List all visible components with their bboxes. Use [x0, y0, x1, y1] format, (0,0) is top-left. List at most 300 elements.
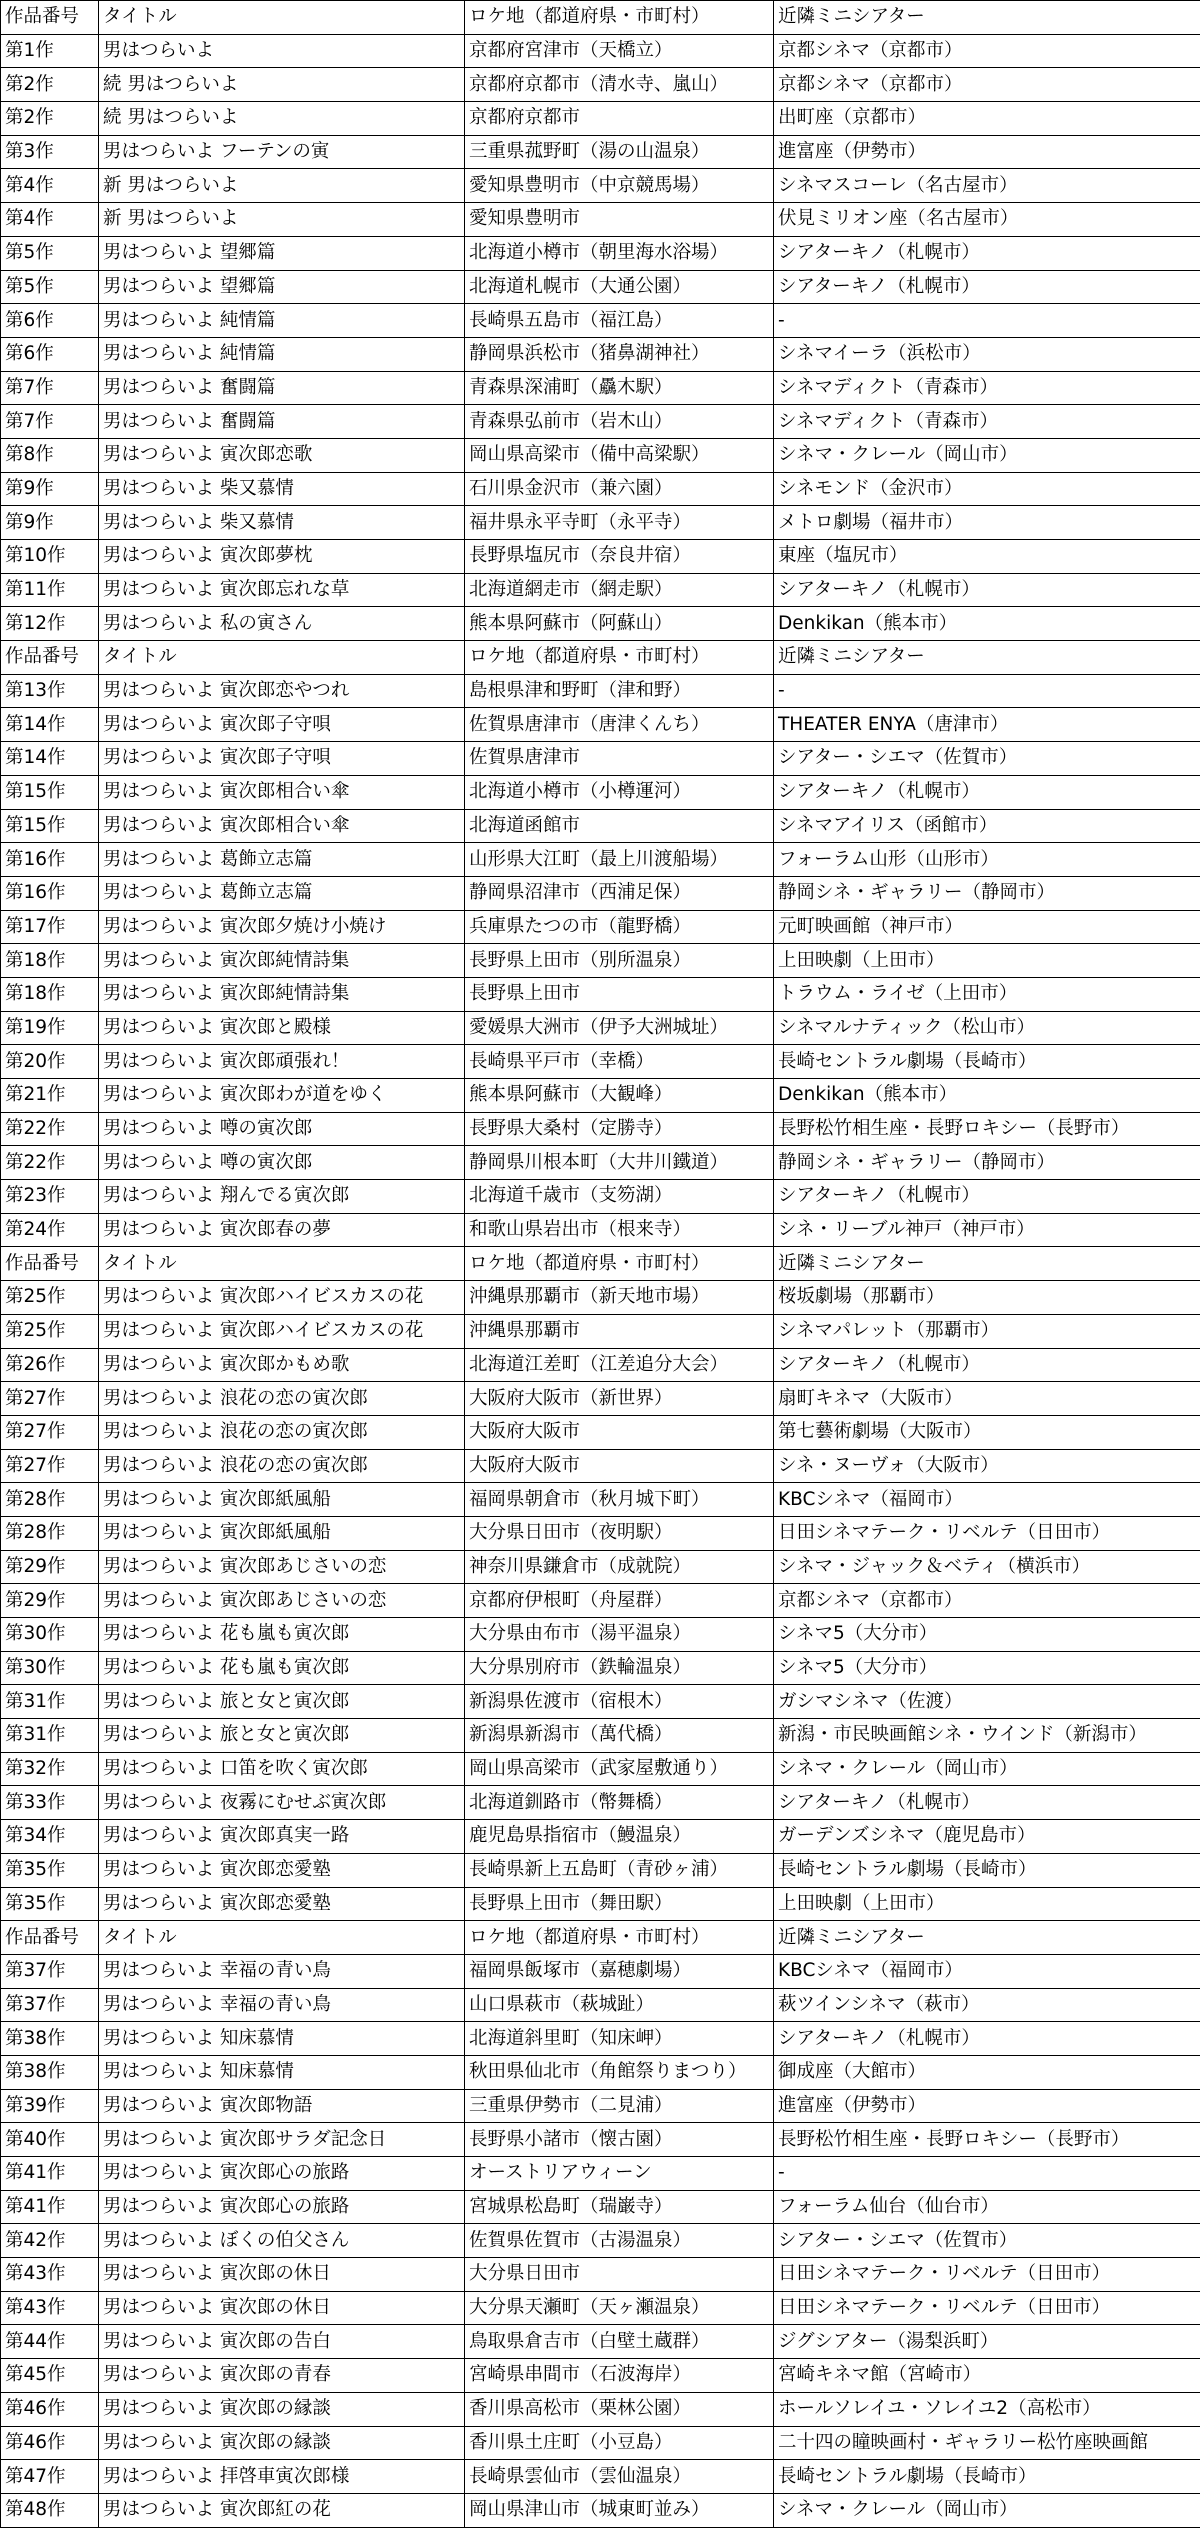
- table-row: [1, 2190, 1200, 2224]
- header-row: [1, 641, 1200, 675]
- title-cell: 男はつらいよ 寅次郎夕焼け小焼け: [99, 910, 465, 944]
- column-header: 作品番号: [1, 641, 99, 675]
- work-number-cell: 第25作: [1, 1314, 99, 1348]
- work-number-cell: 第4作: [1, 169, 99, 203]
- table-row: [1, 1112, 1200, 1146]
- theater-cell: 萩ツインシネマ（萩市）: [774, 1988, 1200, 2022]
- location-cell: オーストリアウィーン: [465, 2157, 774, 2191]
- title-cell: 男はつらいよ 寅次郎恋愛塾: [99, 1887, 465, 1921]
- table-row: [1, 674, 1200, 708]
- work-number-cell: 第15作: [1, 775, 99, 809]
- title-cell: 男はつらいよ 寅次郎あじさいの恋: [99, 1550, 465, 1584]
- table-row: [1, 405, 1200, 439]
- title-cell: 男はつらいよ 寅次郎相合い傘: [99, 775, 465, 809]
- theater-cell: シアター・シエマ（佐賀市）: [774, 2224, 1200, 2258]
- column-header: 近隣ミニシアター: [774, 641, 1200, 675]
- location-cell: 青森県弘前市（岩木山）: [465, 405, 774, 439]
- title-cell: 男はつらいよ 寅次郎あじさいの恋: [99, 1584, 465, 1618]
- theater-cell: 京都シネマ（京都市）: [774, 68, 1200, 102]
- theater-cell: KBCシネマ（福岡市）: [774, 1483, 1200, 1517]
- work-number-cell: 第14作: [1, 708, 99, 742]
- work-number-cell: 第21作: [1, 1079, 99, 1113]
- work-number-cell: 第43作: [1, 2291, 99, 2325]
- work-number-cell: 第22作: [1, 1146, 99, 1180]
- title-cell: 男はつらいよ ぼくの伯父さん: [99, 2224, 465, 2258]
- theater-cell: 日田シネマテーク・リベルテ（日田市）: [774, 2258, 1200, 2292]
- column-header: 作品番号: [1, 1, 99, 35]
- location-cell: 京都府宮津市（天橋立）: [465, 34, 774, 68]
- work-number-cell: 第16作: [1, 876, 99, 910]
- table-row: [1, 1988, 1200, 2022]
- table-row: [1, 1786, 1200, 1820]
- theater-cell: 出町座（京都市）: [774, 102, 1200, 136]
- work-number-cell: 第17作: [1, 910, 99, 944]
- theater-cell: シネマルナティック（松山市）: [774, 1011, 1200, 1045]
- work-number-cell: 第5作: [1, 236, 99, 270]
- work-number-cell: 第24作: [1, 1213, 99, 1247]
- column-header: 作品番号: [1, 1247, 99, 1281]
- table-row: [1, 809, 1200, 843]
- work-number-cell: 第28作: [1, 1516, 99, 1550]
- table-row: [1, 1449, 1200, 1483]
- location-cell: 長崎県平戸市（幸橋）: [465, 1045, 774, 1079]
- column-header: 近隣ミニシアター: [774, 1247, 1200, 1281]
- location-cell: 鳥取県倉吉市（白壁土蔵群）: [465, 2325, 774, 2359]
- title-cell: 男はつらいよ 口笛を吹く寅次郎: [99, 1752, 465, 1786]
- work-number-cell: 第26作: [1, 1348, 99, 1382]
- table-row: [1, 1180, 1200, 1214]
- theater-cell: シネモンド（金沢市）: [774, 472, 1200, 506]
- location-cell: 北海道千歳市（支笏湖）: [465, 1180, 774, 1214]
- theater-cell: 東座（塩尻市）: [774, 540, 1200, 574]
- theater-cell: ホールソレイユ・ソレイユ2（高松市）: [774, 2392, 1200, 2426]
- title-cell: 男はつらいよ 寅次郎心の旅路: [99, 2190, 465, 2224]
- title-cell: 男はつらいよ 寅次郎真実一路: [99, 1820, 465, 1854]
- table-row: [1, 34, 1200, 68]
- work-number-cell: 第7作: [1, 371, 99, 405]
- title-cell: 男はつらいよ 葛飾立志篇: [99, 876, 465, 910]
- column-header: ロケ地（都道府県・市町村）: [465, 1921, 774, 1955]
- location-cell: 大分県由布市（湯平温泉）: [465, 1618, 774, 1652]
- location-cell: 和歌山県岩出市（根来寺）: [465, 1213, 774, 1247]
- title-cell: 男はつらいよ 夜霧にむせぶ寅次郎: [99, 1786, 465, 1820]
- location-cell: 長野県塩尻市（奈良井宿）: [465, 540, 774, 574]
- location-cell: 北海道小樽市（小樽運河）: [465, 775, 774, 809]
- theater-cell: KBCシネマ（福岡市）: [774, 1954, 1200, 1988]
- work-number-cell: 第37作: [1, 1954, 99, 1988]
- title-cell: 男はつらいよ 寅次郎夢枕: [99, 540, 465, 574]
- theater-cell: シネマイーラ（浜松市）: [774, 337, 1200, 371]
- work-number-cell: 第2作: [1, 102, 99, 136]
- theater-cell: トラウム・ライゼ（上田市）: [774, 977, 1200, 1011]
- title-cell: 男はつらいよ 浪花の恋の寅次郎: [99, 1449, 465, 1483]
- work-number-cell: 第16作: [1, 843, 99, 877]
- theater-cell: THEATER ENYA（唐津市）: [774, 708, 1200, 742]
- title-cell: 男はつらいよ 寅次郎ハイビスカスの花: [99, 1314, 465, 1348]
- work-number-cell: 第5作: [1, 270, 99, 304]
- work-number-cell: 第41作: [1, 2190, 99, 2224]
- table-row: [1, 2258, 1200, 2292]
- title-cell: 男はつらいよ 拝啓車寅次郎様: [99, 2460, 465, 2494]
- title-cell: 男はつらいよ 寅次郎と殿様: [99, 1011, 465, 1045]
- work-number-cell: 第46作: [1, 2426, 99, 2460]
- theater-cell: シアターキノ（札幌市）: [774, 1180, 1200, 1214]
- column-header: 作品番号: [1, 1921, 99, 1955]
- title-cell: 男はつらいよ 花も嵐も寅次郎: [99, 1651, 465, 1685]
- column-header: 近隣ミニシアター: [774, 1, 1200, 35]
- table-row: [1, 2022, 1200, 2056]
- location-cell: 長崎県新上五島町（青砂ヶ浦）: [465, 1853, 774, 1887]
- location-cell: 佐賀県唐津市: [465, 742, 774, 776]
- work-number-cell: 第3作: [1, 135, 99, 169]
- theater-cell: メトロ劇場（福井市）: [774, 506, 1200, 540]
- title-cell: 男はつらいよ 浪花の恋の寅次郎: [99, 1382, 465, 1416]
- work-number-cell: 第48作: [1, 2493, 99, 2527]
- table-row: [1, 1415, 1200, 1449]
- theater-cell: 進富座（伊勢市）: [774, 135, 1200, 169]
- table-row: [1, 68, 1200, 102]
- theater-cell: 伏見ミリオン座（名古屋市）: [774, 203, 1200, 237]
- theater-cell: 日田シネマテーク・リベルテ（日田市）: [774, 2291, 1200, 2325]
- title-cell: 男はつらいよ フーテンの寅: [99, 135, 465, 169]
- theater-cell: 宮崎キネマ館（宮崎市）: [774, 2359, 1200, 2393]
- theater-cell: Denkikan（熊本市）: [774, 1079, 1200, 1113]
- location-cell: 青森県深浦町（驫木駅）: [465, 371, 774, 405]
- location-cell: 愛知県豊明市: [465, 203, 774, 237]
- location-cell: 京都府京都市: [465, 102, 774, 136]
- table-row: [1, 742, 1200, 776]
- work-number-cell: 第6作: [1, 304, 99, 338]
- title-cell: 男はつらいよ 寅次郎わが道をゆく: [99, 1079, 465, 1113]
- work-number-cell: 第37作: [1, 1988, 99, 2022]
- theater-cell: フォーラム山形（山形市）: [774, 843, 1200, 877]
- work-number-cell: 第18作: [1, 944, 99, 978]
- work-number-cell: 第44作: [1, 2325, 99, 2359]
- table-row: [1, 169, 1200, 203]
- theater-cell: フォーラム仙台（仙台市）: [774, 2190, 1200, 2224]
- theater-cell: シアターキノ（札幌市）: [774, 573, 1200, 607]
- table-row: [1, 607, 1200, 641]
- table-row: [1, 2291, 1200, 2325]
- work-number-cell: 第6作: [1, 337, 99, 371]
- table-row: [1, 506, 1200, 540]
- title-cell: 男はつらいよ 寅次郎春の夢: [99, 1213, 465, 1247]
- work-number-cell: 第10作: [1, 540, 99, 574]
- title-cell: 男はつらいよ 寅次郎恋歌: [99, 438, 465, 472]
- table-row: [1, 977, 1200, 1011]
- title-cell: 男はつらいよ 望郷篇: [99, 270, 465, 304]
- title-cell: 男はつらいよ 寅次郎の縁談: [99, 2426, 465, 2460]
- work-number-cell: 第20作: [1, 1045, 99, 1079]
- location-cell: 長野県上田市（舞田駅）: [465, 1887, 774, 1921]
- theater-cell: シネ・ヌーヴォ（大阪市）: [774, 1449, 1200, 1483]
- table-row: [1, 2493, 1200, 2527]
- location-cell: 北海道江差町（江差追分大会）: [465, 1348, 774, 1382]
- location-cell: 沖縄県那覇市: [465, 1314, 774, 1348]
- title-cell: 男はつらいよ 望郷篇: [99, 236, 465, 270]
- location-cell: 福井県永平寺町（永平寺）: [465, 506, 774, 540]
- theater-cell: シネ・リーブル神戸（神戸市）: [774, 1213, 1200, 1247]
- location-cell: 岡山県津山市（城東町並み）: [465, 2493, 774, 2527]
- location-cell: 岡山県高梁市（備中高梁駅）: [465, 438, 774, 472]
- title-cell: 続 男はつらいよ: [99, 68, 465, 102]
- title-cell: 男はつらいよ 知床慕情: [99, 2055, 465, 2089]
- work-number-cell: 第31作: [1, 1719, 99, 1753]
- table-row: [1, 472, 1200, 506]
- work-number-cell: 第7作: [1, 405, 99, 439]
- table-row: [1, 843, 1200, 877]
- table-row: [1, 775, 1200, 809]
- location-cell: 神奈川県鎌倉市（成就院）: [465, 1550, 774, 1584]
- table-row: [1, 102, 1200, 136]
- location-cell: 香川県土庄町（小豆島）: [465, 2426, 774, 2460]
- theater-cell: シアター・シエマ（佐賀市）: [774, 742, 1200, 776]
- theater-cell: ガーデンズシネマ（鹿児島市）: [774, 1820, 1200, 1854]
- work-number-cell: 第35作: [1, 1853, 99, 1887]
- location-cell: 静岡県沼津市（西浦足保）: [465, 876, 774, 910]
- location-cell: 大阪府大阪市: [465, 1415, 774, 1449]
- table-row: [1, 2123, 1200, 2157]
- theater-cell: ガシマシネマ（佐渡）: [774, 1685, 1200, 1719]
- location-cell: 長野県上田市: [465, 977, 774, 1011]
- title-cell: 男はつらいよ 寅次郎純情詩集: [99, 944, 465, 978]
- title-cell: 男はつらいよ 寅次郎忘れな草: [99, 573, 465, 607]
- work-number-cell: 第11作: [1, 573, 99, 607]
- column-header: ロケ地（都道府県・市町村）: [465, 1, 774, 35]
- location-cell: 熊本県阿蘇市（阿蘇山）: [465, 607, 774, 641]
- title-cell: 男はつらいよ 寅次郎サラダ記念日: [99, 2123, 465, 2157]
- location-cell: 大阪府大阪市（新世界）: [465, 1382, 774, 1416]
- work-number-cell: 第41作: [1, 2157, 99, 2191]
- work-number-cell: 第38作: [1, 2055, 99, 2089]
- location-cell: 長野県小諸市（懐古園）: [465, 2123, 774, 2157]
- location-cell: 兵庫県たつの市（龍野橋）: [465, 910, 774, 944]
- work-number-cell: 第34作: [1, 1820, 99, 1854]
- theater-cell: 長崎セントラル劇場（長崎市）: [774, 2460, 1200, 2494]
- title-cell: 男はつらいよ 奮闘篇: [99, 371, 465, 405]
- title-cell: 男はつらいよ 柴又慕情: [99, 506, 465, 540]
- theater-cell: シネマディクト（青森市）: [774, 405, 1200, 439]
- title-cell: 男はつらいよ 寅次郎物語: [99, 2089, 465, 2123]
- table-row: [1, 2055, 1200, 2089]
- title-cell: 新 男はつらいよ: [99, 169, 465, 203]
- location-cell: 沖縄県那覇市（新天地市場）: [465, 1281, 774, 1315]
- title-cell: 男はつらいよ: [99, 34, 465, 68]
- column-header: タイトル: [99, 1247, 465, 1281]
- theater-cell: ジグシアター（湯梨浜町）: [774, 2325, 1200, 2359]
- work-number-cell: 第38作: [1, 2022, 99, 2056]
- theater-cell: シネマディクト（青森市）: [774, 371, 1200, 405]
- table-row: [1, 1079, 1200, 1113]
- theater-cell: 元町映画館（神戸市）: [774, 910, 1200, 944]
- location-cell: 島根県津和野町（津和野）: [465, 674, 774, 708]
- table-row: [1, 371, 1200, 405]
- table-row: [1, 1516, 1200, 1550]
- work-number-cell: 第8作: [1, 438, 99, 472]
- title-cell: 続 男はつらいよ: [99, 102, 465, 136]
- title-cell: 男はつらいよ 寅次郎の縁談: [99, 2392, 465, 2426]
- work-number-cell: 第4作: [1, 203, 99, 237]
- location-cell: 北海道小樽市（朝里海水浴場）: [465, 236, 774, 270]
- table-row: [1, 1314, 1200, 1348]
- location-cell: 山口県萩市（萩城趾）: [465, 1988, 774, 2022]
- table-row: [1, 1382, 1200, 1416]
- work-number-cell: 第43作: [1, 2258, 99, 2292]
- location-cell: 三重県伊勢市（二見浦）: [465, 2089, 774, 2123]
- table-row: [1, 1584, 1200, 1618]
- theater-cell: シアターキノ（札幌市）: [774, 2022, 1200, 2056]
- location-cell: 長野県上田市（別所温泉）: [465, 944, 774, 978]
- theater-cell: -: [774, 304, 1200, 338]
- location-cell: 佐賀県唐津市（唐津くんち）: [465, 708, 774, 742]
- theater-cell: 進富座（伊勢市）: [774, 2089, 1200, 2123]
- location-cell: 三重県菰野町（湯の山温泉）: [465, 135, 774, 169]
- title-cell: 男はつらいよ 寅次郎の青春: [99, 2359, 465, 2393]
- title-cell: 男はつらいよ 噂の寅次郎: [99, 1112, 465, 1146]
- table-row: [1, 1685, 1200, 1719]
- header-row: [1, 1247, 1200, 1281]
- table-row: [1, 540, 1200, 574]
- work-number-cell: 第12作: [1, 607, 99, 641]
- theater-cell: -: [774, 2157, 1200, 2191]
- location-cell: 長野県大桑村（定勝寺）: [465, 1112, 774, 1146]
- title-cell: 男はつらいよ 奮闘篇: [99, 405, 465, 439]
- table-row: [1, 876, 1200, 910]
- location-cell: 大分県日田市: [465, 2258, 774, 2292]
- table-row: [1, 1011, 1200, 1045]
- column-header: タイトル: [99, 1, 465, 35]
- title-cell: 男はつらいよ 寅次郎心の旅路: [99, 2157, 465, 2191]
- location-cell: 長崎県雲仙市（雲仙温泉）: [465, 2460, 774, 2494]
- theater-cell: 静岡シネ・ギャラリー（静岡市）: [774, 876, 1200, 910]
- title-cell: 男はつらいよ 寅次郎相合い傘: [99, 809, 465, 843]
- theater-cell: 静岡シネ・ギャラリー（静岡市）: [774, 1146, 1200, 1180]
- location-cell: 静岡県浜松市（猪鼻湖神社）: [465, 337, 774, 371]
- work-number-cell: 第35作: [1, 1887, 99, 1921]
- location-cell: 北海道函館市: [465, 809, 774, 843]
- column-header: ロケ地（都道府県・市町村）: [465, 641, 774, 675]
- title-cell: 男はつらいよ 寅次郎紙風船: [99, 1516, 465, 1550]
- title-cell: 男はつらいよ 幸福の青い鳥: [99, 1954, 465, 1988]
- table-row: [1, 708, 1200, 742]
- table-row: [1, 1550, 1200, 1584]
- theater-cell: 長野松竹相生座・長野ロキシー（長野市）: [774, 1112, 1200, 1146]
- theater-cell: Denkikan（熊本市）: [774, 607, 1200, 641]
- work-number-cell: 第39作: [1, 2089, 99, 2123]
- location-cell: 香川県高松市（栗林公園）: [465, 2392, 774, 2426]
- location-cell: 北海道札幌市（大通公園）: [465, 270, 774, 304]
- work-number-cell: 第27作: [1, 1415, 99, 1449]
- location-cell: 大分県日田市（夜明駅）: [465, 1516, 774, 1550]
- theater-cell: 日田シネマテーク・リベルテ（日田市）: [774, 1516, 1200, 1550]
- theater-cell: 第七藝術劇場（大阪市）: [774, 1415, 1200, 1449]
- title-cell: 男はつらいよ 寅次郎頑張れ！: [99, 1045, 465, 1079]
- table-row: [1, 203, 1200, 237]
- header-row: [1, 1, 1200, 35]
- location-cell: 大分県別府市（鉄輪温泉）: [465, 1651, 774, 1685]
- column-header: タイトル: [99, 1921, 465, 1955]
- work-number-cell: 第42作: [1, 2224, 99, 2258]
- theater-cell: 二十四の瞳映画村・ギャラリー松竹座映画館: [774, 2426, 1200, 2460]
- work-number-cell: 第29作: [1, 1550, 99, 1584]
- theater-cell: シネマパレット（那覇市）: [774, 1314, 1200, 1348]
- work-number-cell: 第9作: [1, 506, 99, 540]
- work-number-cell: 第18作: [1, 977, 99, 1011]
- title-cell: 男はつらいよ 寅次郎紅の花: [99, 2493, 465, 2527]
- location-cell: 新潟県新潟市（萬代橋）: [465, 1719, 774, 1753]
- table-row: [1, 1887, 1200, 1921]
- work-number-cell: 第19作: [1, 1011, 99, 1045]
- theater-cell: 京都シネマ（京都市）: [774, 1584, 1200, 1618]
- title-cell: 男はつらいよ 純情篇: [99, 337, 465, 371]
- table-row: [1, 1752, 1200, 1786]
- work-number-cell: 第27作: [1, 1382, 99, 1416]
- column-header: 近隣ミニシアター: [774, 1921, 1200, 1955]
- theater-cell: シネマ5（大分市）: [774, 1618, 1200, 1652]
- location-cell: 北海道釧路市（幣舞橋）: [465, 1786, 774, 1820]
- table-row: [1, 1618, 1200, 1652]
- theater-cell: シアターキノ（札幌市）: [774, 775, 1200, 809]
- location-cell: 鹿児島県指宿市（鰻温泉）: [465, 1820, 774, 1854]
- table-row: [1, 2392, 1200, 2426]
- title-cell: 男はつらいよ 噂の寅次郎: [99, 1146, 465, 1180]
- location-cell: 石川県金沢市（兼六園）: [465, 472, 774, 506]
- work-number-cell: 第45作: [1, 2359, 99, 2393]
- work-number-cell: 第46作: [1, 2392, 99, 2426]
- column-header: ロケ地（都道府県・市町村）: [465, 1247, 774, 1281]
- table-body: [1, 1, 1200, 2528]
- work-number-cell: 第2作: [1, 68, 99, 102]
- work-number-cell: 第32作: [1, 1752, 99, 1786]
- title-cell: 男はつらいよ 寅次郎かもめ歌: [99, 1348, 465, 1382]
- location-cell: 熊本県阿蘇市（大観峰）: [465, 1079, 774, 1113]
- location-cell: 秋田県仙北市（角館祭りまつり）: [465, 2055, 774, 2089]
- theater-cell: シアターキノ（札幌市）: [774, 1786, 1200, 1820]
- theater-cell: 上田映劇（上田市）: [774, 944, 1200, 978]
- theater-cell: 新潟・市民映画館シネ・ウインド（新潟市）: [774, 1719, 1200, 1753]
- title-cell: 男はつらいよ 寅次郎恋愛塾: [99, 1853, 465, 1887]
- table-row: [1, 1954, 1200, 1988]
- work-number-cell: 第25作: [1, 1281, 99, 1315]
- work-number-cell: 第13作: [1, 674, 99, 708]
- title-cell: 男はつらいよ 寅次郎の告白: [99, 2325, 465, 2359]
- title-cell: 男はつらいよ 知床慕情: [99, 2022, 465, 2056]
- title-cell: 男はつらいよ 私の寅さん: [99, 607, 465, 641]
- table-row: [1, 1281, 1200, 1315]
- work-number-cell: 第9作: [1, 472, 99, 506]
- table-row: [1, 1146, 1200, 1180]
- work-number-cell: 第40作: [1, 2123, 99, 2157]
- table-row: [1, 1045, 1200, 1079]
- title-cell: 男はつらいよ 寅次郎ハイビスカスの花: [99, 1281, 465, 1315]
- location-cell: 新潟県佐渡市（宿根木）: [465, 1685, 774, 1719]
- theater-cell: 桜坂劇場（那覇市）: [774, 1281, 1200, 1315]
- work-number-cell: 第27作: [1, 1449, 99, 1483]
- table-row: [1, 2460, 1200, 2494]
- title-cell: 男はつらいよ 寅次郎の休日: [99, 2258, 465, 2292]
- table-row: [1, 1853, 1200, 1887]
- location-cell: 京都府伊根町（舟屋群）: [465, 1584, 774, 1618]
- table-row: [1, 910, 1200, 944]
- title-cell: 男はつらいよ 寅次郎の休日: [99, 2291, 465, 2325]
- table-row: [1, 304, 1200, 338]
- location-cell: 愛媛県大洲市（伊予大洲城址）: [465, 1011, 774, 1045]
- theater-cell: シネマ・クレール（岡山市）: [774, 438, 1200, 472]
- table-row: [1, 337, 1200, 371]
- location-cell: 大分県天瀬町（天ヶ瀬温泉）: [465, 2291, 774, 2325]
- title-cell: 男はつらいよ 寅次郎恋やつれ: [99, 674, 465, 708]
- table-row: [1, 135, 1200, 169]
